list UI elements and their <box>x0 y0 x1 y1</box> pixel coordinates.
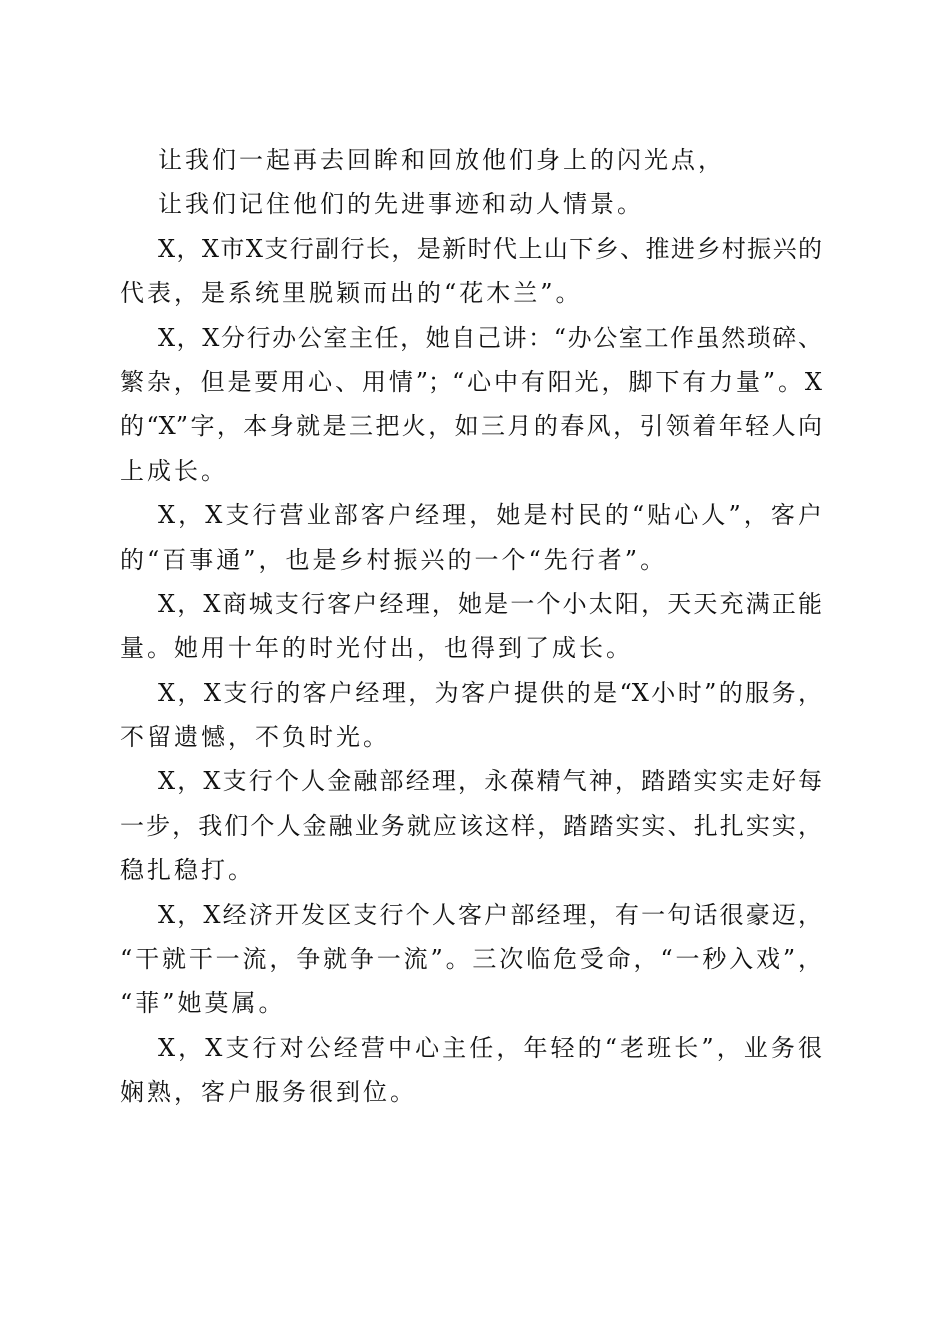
text-line: 一步，我们个人金融业务就应该这样，踏踏实实、扎扎实实， <box>120 811 822 840</box>
text-line: “干就干一流，争就争一流”。三次临危受命，“一秒入戏”， <box>120 945 822 974</box>
text-line: 的“百事通”，也是乡村振兴的一个“先行者”。 <box>120 545 668 574</box>
text-line: X，X经济开发区支行个人客户部经理，有一句话很豪迈， <box>158 900 822 929</box>
text-line: X，X分行办公室主任，她自己讲：“办公室工作虽然琐碎、 <box>158 323 822 352</box>
text-line: X，X支行对公经营中心主任，年轻的“老班长”，业务很 <box>158 1033 822 1062</box>
paragraph <box>120 671 822 760</box>
text-line: 让我们记住他们的先进事迹和动人情景。 <box>158 190 644 219</box>
text-line: 让我们一起再去回眸和回放他们身上的闪光点， <box>158 146 725 174</box>
text-line: “菲”她莫属。 <box>120 989 286 1018</box>
paragraph <box>120 493 822 582</box>
paragraph <box>120 893 822 1026</box>
document-body <box>120 138 822 1115</box>
text-line: 的“X”字，本身就是三把火，如三月的春风，引领着年轻人向 <box>120 412 822 441</box>
paragraph <box>120 316 822 494</box>
paragraph <box>120 582 822 671</box>
text-line: X，X商城支行客户经理，她是一个小太阳，天天充满正能 <box>158 589 822 618</box>
text-line: 不留遗憾，不负时光。 <box>120 723 390 752</box>
paragraph <box>120 227 822 316</box>
paragraph <box>120 759 822 892</box>
text-line: X，X支行个人金融部经理，永葆精气神，踏踏实实走好每 <box>158 767 822 796</box>
paragraph <box>120 182 822 226</box>
text-line: 量。她用十年的时光付出，也得到了成长。 <box>120 634 633 663</box>
text-line: X，X支行的客户经理，为客户提供的是“X小时”的服务， <box>158 678 822 707</box>
text-line: 代表，是系统里脱颖而出的“花木兰”。 <box>120 279 583 308</box>
text-line: X，X支行营业部客户经理，她是村民的“贴心人”，客户 <box>158 501 822 530</box>
text-line: X，X市X支行副行长，是新时代上山下乡、推进乡村振兴的 <box>158 234 822 263</box>
text-line: 繁杂，但是要用心、用情”；“心中有阳光，脚下有力量”。X <box>120 367 822 396</box>
text-line: 娴熟，客户服务很到位。 <box>120 1078 417 1107</box>
text-line: 稳扎稳打。 <box>120 856 255 885</box>
text-line: 上成长。 <box>120 456 228 485</box>
paragraph <box>120 1026 822 1115</box>
paragraph <box>120 138 822 182</box>
